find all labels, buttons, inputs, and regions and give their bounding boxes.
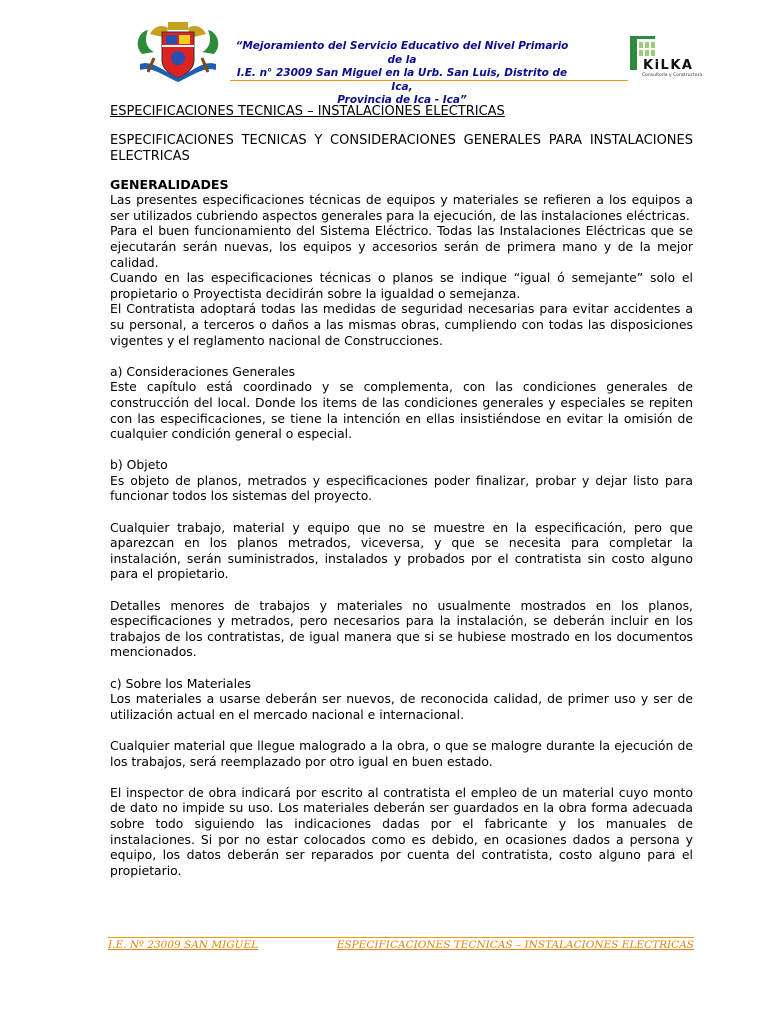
paragraph-spacer: [110, 769, 693, 785]
page-footer: [108, 937, 694, 956]
paragraph: Este capítulo está coordinado y se complementa, con las condiciones generales de construcción del local. Donde los items de las condiciones generales y especiales se repiten con las especificaciones, se tiene la intención en ellas insistiéndose en evitar la omisión de cualquier condición general o especial.: [110, 379, 693, 442]
paragraph: Las presentes especificaciones técnicas de equipos y materiales se refieren a los equipos a ser utilizados cubriendo aspectos generales para la ejecución, de las instalaciones eléctricas.: [110, 192, 693, 223]
coat-of-arms-icon: [132, 20, 224, 84]
document-body: [110, 104, 693, 878]
paragraph: El Contratista adoptará todas las medidas de seguridad necesarias para evitar accidentes a su personal, a terceros o daños a las mismas obras, cumpliendo con todas las disposiciones vigentes y el reglamento nacional de Construcciones.: [110, 301, 693, 348]
project-quote-line: “Mejoramiento del Servicio Educativo del Nivel Primario de la: [235, 40, 569, 66]
project-quote-line: Provincia de Ica - Ica”: [337, 94, 467, 106]
footer-school: I.E. Nº 23009 SAN MIGUEL: [108, 939, 259, 951]
header-divider: [230, 80, 628, 81]
subsection-heading: b) Objeto: [110, 457, 168, 473]
paragraph: Cualquier material que llegue malogrado a la obra, o que se malogre durante la ejecución de los trabajos, será reemplazado por otro igual en buen estado.: [110, 737, 693, 769]
paragraph: Para el buen funcionamiento del Sistema Eléctrico. Todas las Instalaciones Eléctricas que se ejecutarán serán nuevas, los equipos y accesorios serán de primera mano y de la mejor calidad.: [110, 223, 693, 270]
kilka-logo-text: KiLKA: [643, 58, 694, 73]
paragraph-spacer: [110, 442, 693, 458]
project-title-quote: [232, 40, 572, 108]
paragraph: Los materiales a usarse deberán ser nuevos, de reconocida calidad, de primer uso y ser de utilización actual en el mercado nacional e internacional.: [110, 691, 693, 722]
kilka-tagline: Consultoría y Constructora: [642, 73, 703, 78]
subsection-heading: c) Sobre los Materiales: [110, 675, 252, 691]
section-heading: GENERALIDADES: [110, 176, 229, 192]
document-title: ESPECIFICACIONES TECNICAS – INSTALACIONES ELECTRICAS: [110, 104, 505, 119]
paragraph-spacer: [110, 348, 693, 364]
paragraph-spacer: [110, 582, 693, 598]
paragraph-spacer: [110, 504, 693, 520]
paragraph: Es objeto de planos, metrados y especificaciones poder finalizar, probar y dejar listo para funcionar todos los sistemas del proyecto.: [110, 472, 693, 504]
project-quote-line: I.E. n° 23009 San Miguel en la Urb. San Luis, Distrito de Ica,: [236, 67, 568, 93]
paragraph-spacer: [110, 660, 693, 676]
paragraph-list: [110, 192, 693, 878]
paragraph: Cualquier trabajo, material y equipo que no se muestre en la especificación, pero que aparezcan en los planos metrados, viceversa, y que se necesita para completar la instalación, serán suministrados, instalados y probados por el contratista sin costo alguno para el propietario.: [110, 519, 693, 582]
subsection-heading: a) Consideraciones Generales: [110, 363, 296, 379]
paragraph-spacer: [110, 722, 693, 738]
paragraph: El inspector de obra indicará por escrito al contratista el empleo de un material cuyo monto de dato no impide su uso. Los materiales deberán ser guardados en la obra forma adecuada sobre todo siguiendo las indicaciones dadas por el fabricante y los manuales de instalaciones. Si por no estar colocados como es debido, en ocasiones dados a persona y equipo, los datos deberán ser reparados por cuenta del contratista, costo alguno para el propietario.: [110, 784, 693, 878]
document-subtitle: ESPECIFICACIONES TECNICAS Y CONSIDERACIONES GENERALES PARA INSTALACIONES ELECTRICAS: [110, 132, 693, 164]
paragraph: Cuando en las especificaciones técnicas o planos se indique “igual ó semejante” solo el propietario o Proyectista decidirán sobre la igualdad o semejanza.: [110, 270, 693, 301]
paragraph: Detalles menores de trabajos y materiales no usualmente mostrados en los planos, especificaciones y metrados, pero necesarios para la instalación, se deberán incluir en los trabajos de los contratistas, de igual manera que si se hubiese mostrado en los documentos mencionados.: [110, 597, 693, 660]
footer-doc-title: ESPECIFICACIONES TECNICAS – INSTALACIONES ELECTRICAS: [336, 939, 694, 951]
